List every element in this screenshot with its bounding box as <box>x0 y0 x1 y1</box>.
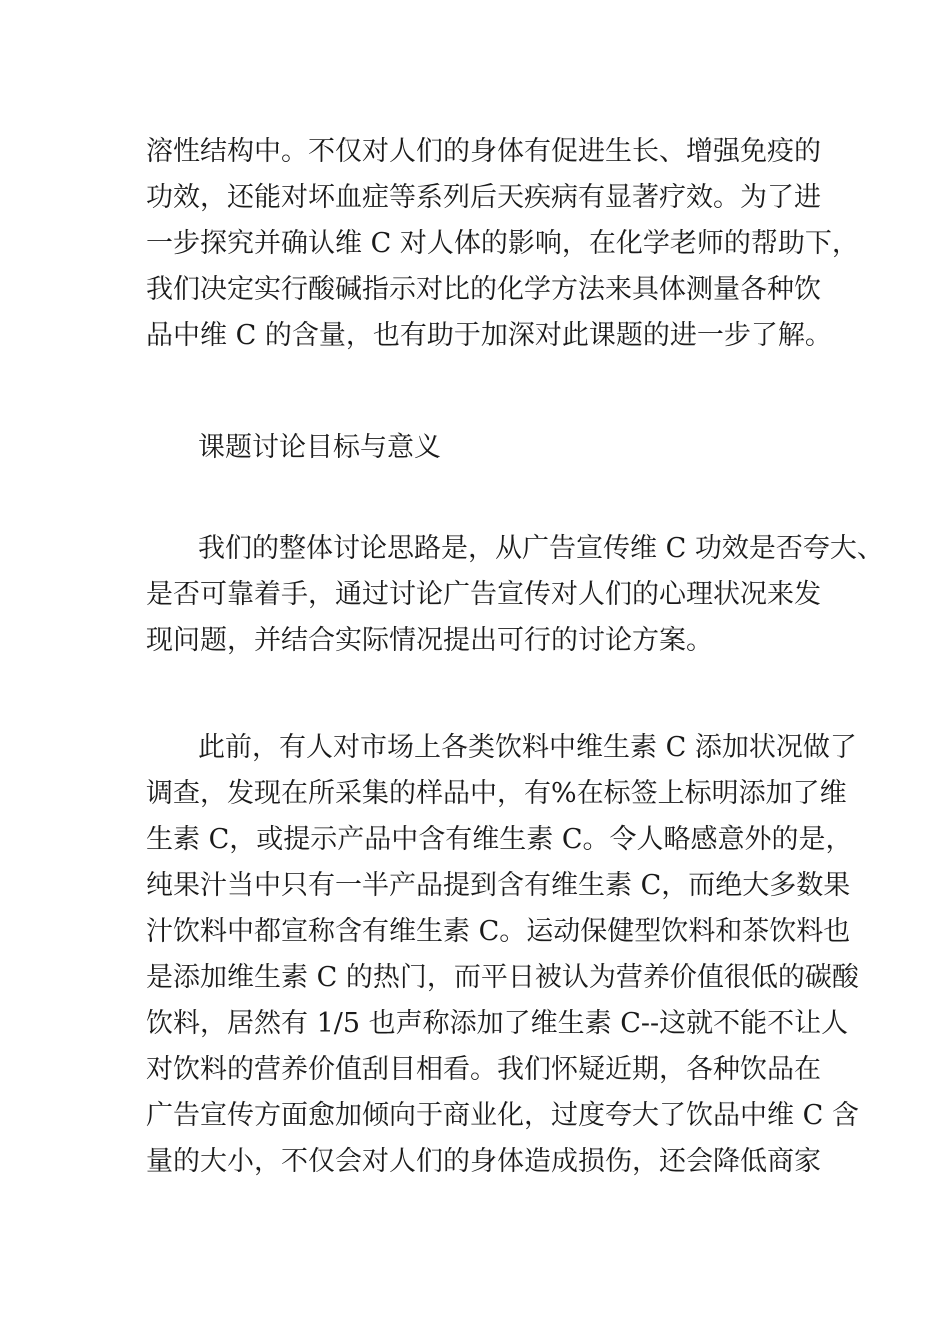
paragraph-3-line-4: 纯果汁当中只有一半产品提到含有维生素 C，而绝大多数果 <box>146 870 851 901</box>
paragraph-2-line-2: 是否可靠着手，通过讨论广告宣传对人们的心理状况来发 <box>146 579 821 610</box>
paragraph-1-line-2: 功效，还能对坏血症等系列后天疾病有显著疗效。为了进 <box>146 182 821 213</box>
paragraph-3-line-8: 对饮料的营养价值刮目相看。我们怀疑近期，各种饮品在 <box>146 1054 821 1085</box>
paragraph-3-line-10: 量的大小，不仅会对人们的身体造成损伤，还会降低商家 <box>146 1146 821 1177</box>
paragraph-3-line-3: 生素 C，或提示产品中含有维生素 C。令人略感意外的是， <box>146 824 853 855</box>
paragraph-3-line-1: 此前，有人对市场上各类饮料中维生素 C 添加状况做了 <box>198 732 857 763</box>
section-heading: 课题讨论目标与意义 <box>198 432 441 463</box>
paragraph-1-line-4: 我们决定实行酸碱指示对比的化学方法来具体测量各种饮 <box>146 274 821 305</box>
paragraph-3-line-9: 广告宣传方面愈加倾向于商业化，过度夸大了饮品中维 C 含 <box>146 1100 859 1131</box>
paragraph-1-line-1: 溶性结构中。不仅对人们的身体有促进生长、增强免疫的 <box>146 136 821 167</box>
paragraph-1-line-5: 品中维 C 的含量，也有助于加深对此课题的进一步了解。 <box>146 320 832 351</box>
paragraph-3-line-7: 饮料，居然有 1/5 也声称添加了维生素 C--这就不能不让人 <box>146 1008 849 1039</box>
paragraph-3-line-6: 是添加维生素 C 的热门，而平日被认为营养价值很低的碳酸 <box>146 962 859 993</box>
paragraph-1-line-3: 一步探究并确认维 C 对人体的影响，在化学老师的帮助下， <box>146 228 859 259</box>
paragraph-2-line-3: 现问题，并结合实际情况提出可行的讨论方案。 <box>146 625 713 656</box>
paragraph-2-line-1: 我们的整体讨论思路是，从广告宣传维 C 功效是否夸大、 <box>198 533 884 564</box>
paragraph-3-line-2: 调查，发现在所采集的样品中，有%在标签上标明添加了维 <box>146 778 847 809</box>
paragraph-3-line-5: 汁饮料中都宣称含有维生素 C。运动保健型饮料和茶饮料也 <box>146 916 851 947</box>
